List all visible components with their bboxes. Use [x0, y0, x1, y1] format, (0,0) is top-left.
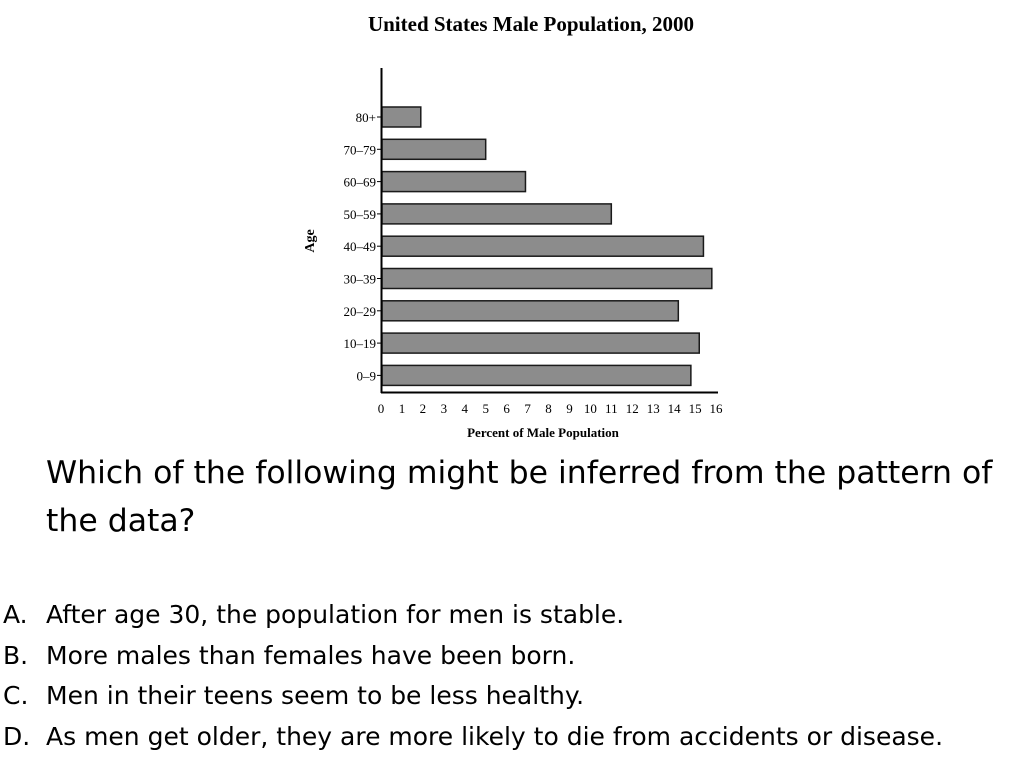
x-tick-label: 2	[419, 401, 427, 416]
y-tick-label: 10–19	[343, 336, 376, 352]
x-tick-label: 0	[377, 401, 385, 416]
x-tick-label: 12	[625, 401, 639, 416]
bar-50-59	[382, 204, 611, 224]
option-letter: B.	[3, 640, 29, 670]
x-tick-label: 7	[524, 401, 531, 416]
option-letter: D.	[3, 721, 31, 751]
bar-60-69	[382, 172, 525, 192]
x-tick-label: 10	[583, 401, 597, 416]
answer-option-a[interactable]	[0, 597, 1024, 638]
bar-70-79	[382, 139, 486, 159]
answer-option-b[interactable]	[0, 638, 1024, 679]
x-tick-label: 11	[605, 401, 618, 416]
x-tick-label: 8	[545, 401, 552, 416]
x-axis-label: Percent of Male Population	[467, 425, 619, 440]
option-letter: C.	[3, 681, 29, 710]
bar-0-9	[382, 365, 691, 385]
option-text: As men get older, they are more likely to die from accidents or disease.	[46, 721, 944, 751]
option-letter: A.	[3, 600, 28, 629]
x-tick-label: 5	[482, 401, 489, 416]
option-text: Men in their teens seem to be less healthy.	[46, 681, 585, 710]
bar-30-39	[382, 269, 712, 289]
x-tick-labels	[378, 401, 723, 416]
x-tick-label: 16	[709, 401, 723, 416]
x-tick-label: 15	[688, 401, 702, 416]
y-tick-label: 40–49	[343, 239, 376, 255]
bar-10-19	[382, 333, 699, 353]
y-tick-labels	[344, 110, 382, 383]
y-tick-label: 60–69	[343, 174, 376, 190]
y-tick-label: 30–39	[343, 271, 376, 287]
y-tick-label: 70–79	[343, 142, 376, 158]
answer-option-d[interactable]	[0, 719, 1024, 760]
option-text: After age 30, the population for men is stable.	[46, 600, 625, 629]
y-tick-label: 20–29	[343, 303, 376, 319]
answer-options	[0, 597, 1024, 759]
y-axis-label: Age	[303, 229, 318, 253]
x-tick-label: 1	[398, 401, 406, 416]
y-tick-label: 80+	[355, 110, 376, 125]
x-tick-label: 9	[566, 401, 573, 416]
x-tick-label: 13	[646, 401, 660, 416]
bar-40-49	[382, 236, 703, 256]
option-text: More males than females have been born.	[46, 640, 576, 670]
bar-80	[382, 107, 421, 127]
bar-20-29	[382, 301, 678, 321]
answer-option-c[interactable]	[0, 678, 1024, 719]
x-tick-label: 6	[503, 401, 510, 416]
x-tick-label: 4	[461, 401, 468, 416]
bars	[382, 107, 712, 385]
chart-title: United States Male Population, 2000	[367, 12, 695, 36]
y-tick-label: 0–9	[356, 368, 376, 384]
question-text: Which of the following might be inferred from the pattern of the data?	[46, 455, 993, 539]
x-tick-label: 3	[440, 401, 448, 416]
y-tick-label: 50–59	[343, 206, 376, 222]
x-tick-label: 14	[667, 401, 681, 416]
